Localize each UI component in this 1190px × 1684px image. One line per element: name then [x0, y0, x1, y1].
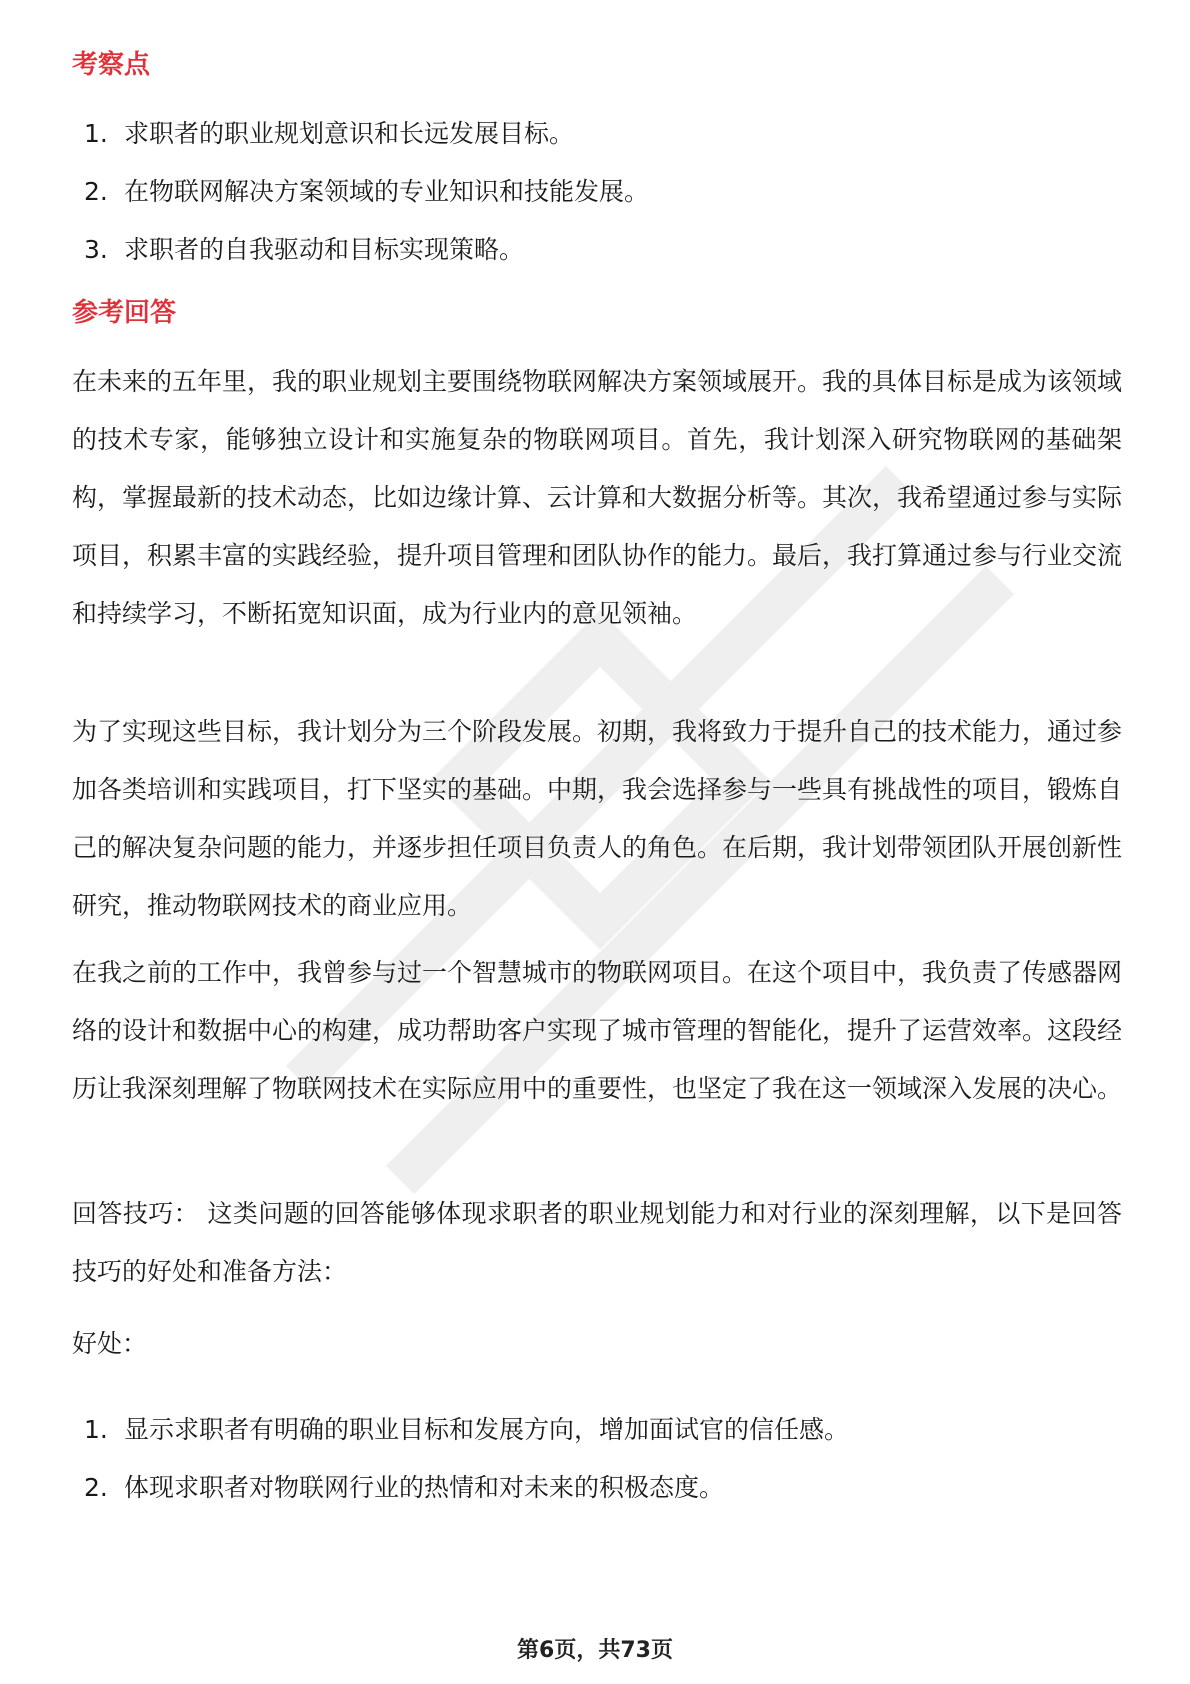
key-points-list	[72, 117, 1112, 291]
answer-paragraph-1: 在未来的五年里，我的职业规划主要围绕物联网解决方案领域展开。我的具体目标是成为该领域的技术专家，能够独立设计和实施复杂的物联网项目。首先，我计划深入研究物联网的基础架构，掌握最新的技术动态，比如边缘计算、云计算和大数据分析等。其次，我希望通过参与实际项目，积累丰富的实践经验，提升项目管理和团队协作的能力。最后，我打算通过参与行业交流和持续学习，不断拓宽知识面，成为行业内的意见领袖。	[72, 367, 1123, 628]
list-item-text: 体现求职者对物联网行业的热情和对未来的积极态度。	[124, 1473, 725, 1502]
benefits-heading: 好处：	[72, 1329, 148, 1358]
list-item	[72, 117, 1112, 151]
benefits-list	[72, 1413, 1112, 1529]
section-title-cankaohuida: 参考回答	[72, 298, 177, 328]
answer-tips-paragraph: 回答技巧： 这类问题的回答能够体现求职者的职业规划能力和对行业的深刻理解，以下是回答技巧的好处和准备方法：	[72, 1199, 1122, 1286]
section-title-kaochadian: 考察点	[72, 50, 151, 80]
list-item-text: 求职者的自我驱动和目标实现策略。	[124, 235, 525, 264]
list-number: 1.	[84, 1415, 108, 1444]
list-item	[72, 1471, 1112, 1505]
list-item	[72, 175, 1112, 209]
list-item-text: 在物联网解决方案领域的专业知识和技能发展。	[124, 177, 650, 206]
answer-paragraph-3: 在我之前的工作中，我曾参与过一个智慧城市的物联网项目。在这个项目中，我负责了传感器网络的设计和数据中心的构建，成功帮助客户实现了城市管理的智能化，提升了运营效率。这段经历让我深刻理解了物联网技术在实际应用中的重要性，也坚定了我在这一领域深入发展的决心。	[72, 958, 1123, 1103]
list-item	[72, 233, 1112, 267]
list-item-text: 显示求职者有明确的职业目标和发展方向，增加面试官的信任感。	[124, 1415, 850, 1444]
list-number: 2.	[84, 1473, 108, 1502]
list-number: 3.	[84, 235, 108, 264]
list-item	[72, 1413, 1112, 1447]
list-number: 2.	[84, 177, 108, 206]
list-item-text: 求职者的职业规划意识和长远发展目标。	[124, 119, 575, 148]
page-number-footer: 第6页，共73页	[517, 1638, 673, 1663]
list-number: 1.	[84, 119, 108, 148]
answer-paragraph-2: 为了实现这些目标，我计划分为三个阶段发展。初期，我将致力于提升自己的技术能力，通过参加各类培训和实践项目，打下坚实的基础。中期，我会选择参与一些具有挑战性的项目，锻炼自己的解决复杂问题的能力，并逐步担任项目负责人的角色。在后期，我计划带领团队开展创新性研究，推动物联网技术的商业应用。	[72, 717, 1123, 920]
